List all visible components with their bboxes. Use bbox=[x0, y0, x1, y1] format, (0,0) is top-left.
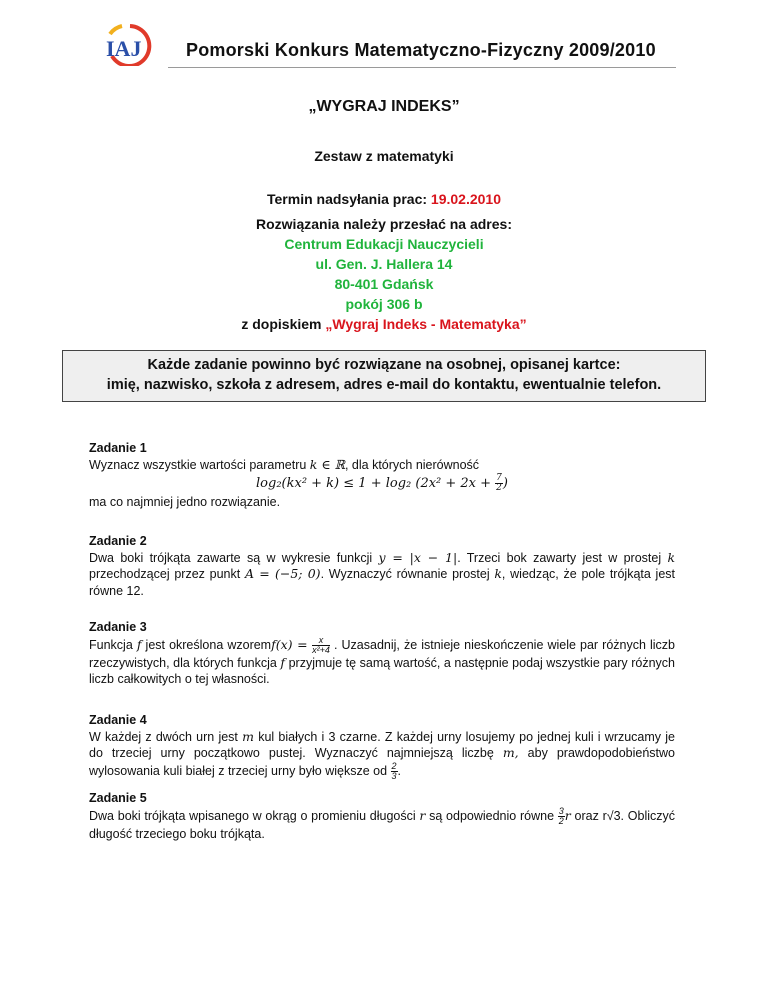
task-5-frac-num: 3 bbox=[558, 805, 564, 816]
task-5-frac-den: 2 bbox=[558, 815, 564, 826]
task-3-frac-den: x²+4 bbox=[312, 644, 330, 655]
task-1-intro bbox=[89, 457, 675, 474]
task-1-text-a: Wyznacz wszystkie wartości parametru bbox=[89, 457, 307, 472]
task-2-math-b: k bbox=[667, 549, 676, 565]
task-1-formula-fraction bbox=[495, 474, 503, 493]
task-2-math-c: A = (−5; 0) bbox=[244, 566, 321, 581]
task-3-math-a: f bbox=[136, 636, 142, 652]
notice-line-2: imię, nazwisko, szkoła z adresem, adres e-mail do kontaktu, ewentualnie telefon. bbox=[106, 377, 662, 393]
task-2-math-a: y = |x − 1| bbox=[378, 549, 458, 565]
task-2 bbox=[89, 533, 675, 599]
task-1-text-b: , dla których nierówność bbox=[344, 457, 480, 472]
address-note-tag: „Wygraj Indeks - Matematyka” bbox=[325, 316, 527, 332]
address-intro: Rozwiązania należy przesłać na adres: bbox=[256, 216, 512, 232]
address-line-room: pokój 306 b bbox=[345, 296, 423, 312]
task-3-heading: Zadanie 3 bbox=[89, 620, 147, 634]
task-2-text-c: przechodzącej przez punkt bbox=[89, 567, 245, 581]
task-4-fraction bbox=[391, 762, 398, 781]
task-1-text-c: ma co najmniej jedno rozwiązanie. bbox=[89, 495, 281, 509]
task-5-math-a: r bbox=[419, 807, 426, 823]
task-4-math-b: m, bbox=[502, 745, 519, 760]
notice-line-1: Każde zadanie powinno być rozwiązane na osobnej, opisanej kartce: bbox=[147, 357, 621, 373]
task-5-heading: Zadanie 5 bbox=[89, 791, 147, 805]
task-4-frac-den: 3 bbox=[391, 770, 397, 781]
address-line-institution: Centrum Edukacji Nauczycieli bbox=[284, 236, 484, 252]
task-3-text-c: . Uzasadnij, że istnieje nieskończenie wiele par różnych liczb rzeczywistych, dla których funkcja bbox=[89, 637, 675, 670]
task-3-text-a: Funkcja bbox=[89, 637, 137, 652]
task-1 bbox=[89, 440, 675, 511]
task-4-math-a: m bbox=[242, 728, 254, 744]
task-5-math-b: r bbox=[564, 807, 571, 823]
task-1-frac-num: 7 bbox=[496, 473, 502, 483]
main-title: „WYGRAJ INDEKS” bbox=[308, 98, 460, 115]
task-5-text-a: Dwa boki trójkąta wpisanego w okrąg o promieniu długości bbox=[89, 808, 420, 823]
task-2-math-d: k bbox=[494, 566, 502, 581]
task-2-text-b: . Trzeci bok zawarty jest w prostej bbox=[457, 550, 668, 565]
task-1-heading: Zadanie 1 bbox=[89, 441, 147, 455]
task-3-body bbox=[89, 636, 675, 688]
task-4-text-b: kul białych i 3 czarne. Z każdej urny losujemy po jednej kuli i wrzucamy je do trzeciej urny początkowo pustej. Wyznaczyć najmniejszą liczbę bbox=[89, 729, 675, 760]
task-3-frac-num: x bbox=[312, 636, 330, 646]
task-2-text-a: Dwa boki trójkąta zawarte są w wykresie funkcji bbox=[89, 550, 379, 565]
deadline-date: 19.02.2010 bbox=[430, 191, 501, 207]
task-4-text-a: W każdej z dwóch urn jest bbox=[89, 729, 243, 744]
task-3 bbox=[89, 619, 675, 688]
task-1-formula-left: log₂(kx² + k) ≤ 1 + log₂ (2x² + 2x + bbox=[256, 476, 496, 491]
notice-box bbox=[62, 350, 706, 402]
subtitle: Zestaw z matematyki bbox=[314, 148, 454, 164]
task-1-frac-den: 2 bbox=[496, 483, 502, 493]
task-5-text-c: oraz r√3. Obliczyć długość trzeciego boku trójkąta. bbox=[89, 808, 675, 841]
task-3-text-d: przyjmuje tę samą wartość, a następnie podaj wszystkie pary różnych liczb całkowitych o tej własności. bbox=[89, 655, 675, 686]
task-5-body bbox=[89, 807, 675, 843]
task-3-math-c: f bbox=[280, 654, 286, 670]
logo-lettering: IAJ bbox=[106, 36, 142, 61]
task-4 bbox=[89, 712, 675, 781]
address-note bbox=[0, 314, 768, 334]
task-2-text-d: . Wyznaczyć równanie prostej bbox=[320, 567, 495, 581]
address-line-city: 80-401 Gdańsk bbox=[334, 276, 434, 292]
address-line-street: ul. Gen. J. Hallera 14 bbox=[315, 256, 453, 272]
task-2-body bbox=[89, 550, 675, 600]
task-5-fraction bbox=[558, 807, 565, 826]
task-1-formula bbox=[89, 474, 675, 493]
task-4-text-d: . bbox=[397, 763, 402, 778]
task-1-formula-right: ) bbox=[502, 476, 508, 491]
contest-logo bbox=[100, 22, 160, 66]
deadline-label: Termin nadsyłania prac: bbox=[267, 191, 428, 207]
task-5 bbox=[89, 790, 675, 842]
task-4-heading: Zadanie 4 bbox=[89, 713, 147, 727]
task-4-body bbox=[89, 729, 675, 781]
task-3-text-b: jest określona wzorem bbox=[141, 637, 272, 652]
deadline bbox=[0, 191, 768, 207]
task-4-text-c: aby prawdopodobieństwo wylosowania kuli białej z trzeciej urny było większe od bbox=[89, 746, 675, 778]
task-3-fraction bbox=[312, 636, 330, 655]
task-4-frac-num: 2 bbox=[391, 760, 397, 771]
task-2-heading: Zadanie 2 bbox=[89, 534, 147, 548]
task-2-text-e: , wiedząc, że pole trójkąta jest równe 12. bbox=[89, 567, 676, 598]
task-3-math-b: f(x) = bbox=[271, 636, 313, 652]
task-5-text-b: są odpowiednio równe bbox=[425, 808, 558, 823]
address-note-prefix: z dopiskiem bbox=[241, 316, 322, 332]
header-title: Pomorski Konkurs Matematyczno-Fizyczny 2009/2010 bbox=[186, 40, 656, 60]
task-1-param: k ∈ ℝ bbox=[309, 456, 345, 472]
header-divider bbox=[168, 67, 676, 68]
address-block bbox=[0, 214, 768, 334]
